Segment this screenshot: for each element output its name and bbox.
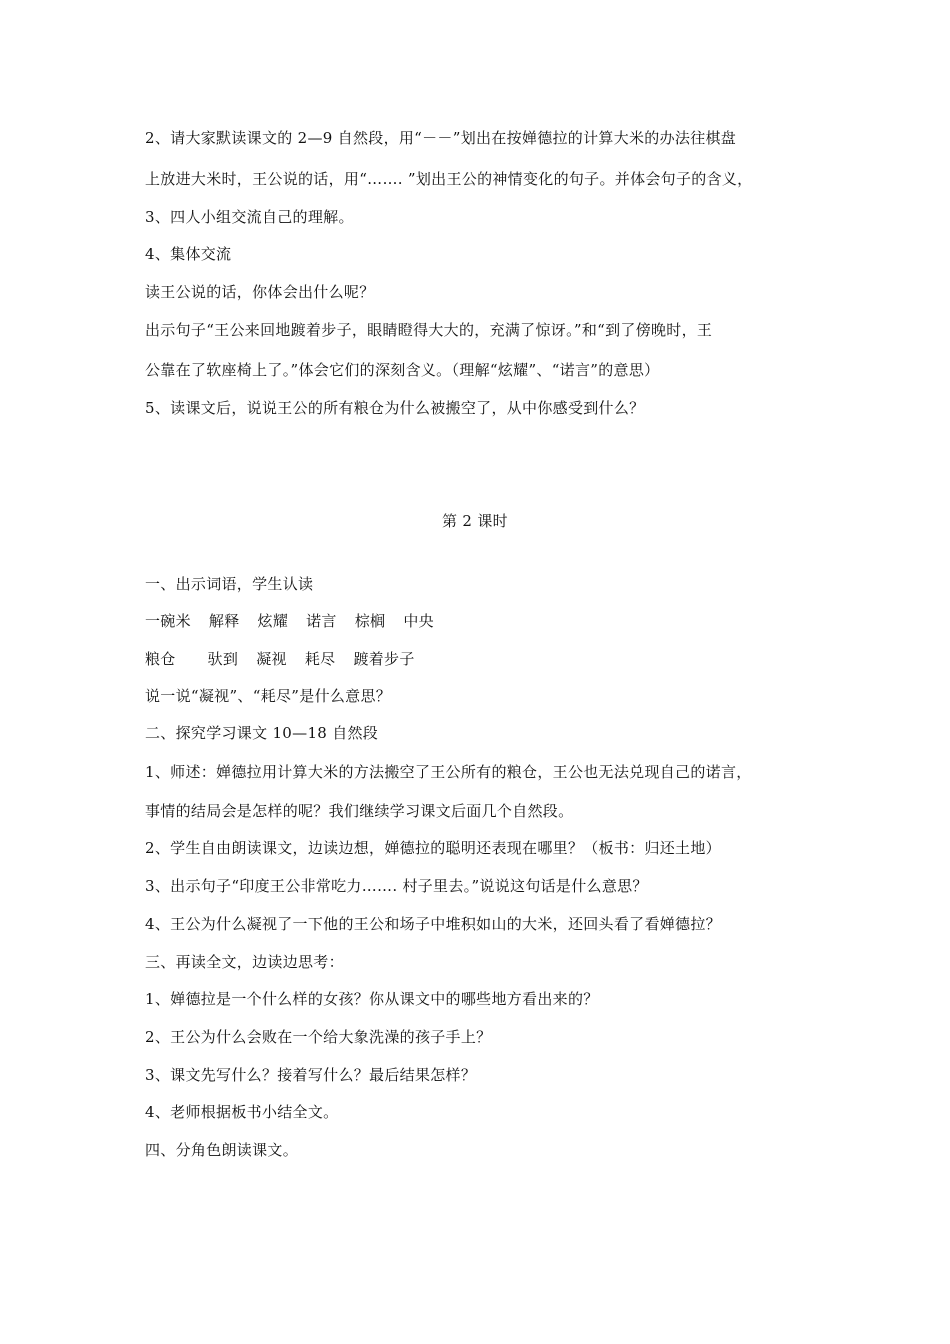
section-heading: 二、探究学习课文 10—18 自然段 [145, 724, 379, 742]
vocab-word: 踱着步子 [353, 650, 415, 668]
vocab-word: 中央 [403, 612, 434, 630]
vocab-word: 凝视 [256, 650, 287, 668]
paragraph-line: 公靠在了软座椅上了。”体会它们的深刻含义。（理解“炫耀”、“诺言”的意思） [145, 361, 660, 379]
vocab-word: 驮到 [207, 650, 239, 668]
vocab-word: 粮仓 [145, 650, 176, 668]
paragraph-line: 1、师述：婵德拉用计算大米的方法搬空了王公所有的粮仓，王公也无法兑现自己的诺言， [145, 763, 752, 781]
paragraph-line: 2、王公为什么会败在一个给大象洗澡的孩子手上？ [145, 1028, 492, 1046]
paragraph-line: 出示句子“王公来回地踱着步子，眼睛瞪得大大的，充满了惊讶。”和“到了傍晚时，王 [145, 321, 713, 339]
paragraph-line: 4、集体交流 [145, 245, 232, 263]
section-heading: 一、出示词语，学生认读 [145, 575, 314, 593]
paragraph-line: 事情的结局会是怎样的呢？我们继续学习课文后面几个自然段。 [145, 802, 574, 820]
vocab-word: 炫耀 [257, 612, 289, 630]
paragraph-line: 说一说“凝视”、“耗尽”是什么意思？ [145, 687, 392, 705]
lesson-title: 第 2 课时 [442, 512, 508, 530]
vocab-word: 耗尽 [304, 650, 336, 668]
paragraph-line: 2、请大家默读课文的 2—9 自然段，用“－－”划出在按婵德拉的计算大米的办法往棋盘 [145, 129, 737, 147]
paragraph-line: 1、婵德拉是一个什么样的女孩？你从课文中的哪些地方看出来的？ [145, 990, 599, 1008]
section-heading: 四、分角色朗读课文。 [145, 1141, 299, 1159]
paragraph-line: 读王公说的话，你体会出什么呢？ [145, 283, 375, 301]
paragraph-line: 2、学生自由朗读课文，边读边想，婵德拉的聪明还表现在哪里？（板书：归还土地） [145, 839, 721, 857]
vocab-word: 一碗米 [145, 612, 191, 630]
vocab-row [145, 649, 433, 669]
vocab-row [145, 611, 452, 631]
paragraph-line: 上放进大米时，王公说的话，用“……. ”划出王公的神情变化的句子。并体会句子的含义， [145, 170, 753, 188]
paragraph-line: 3、课文先写什么？接着写什么？最后结果怎样？ [145, 1066, 477, 1084]
vocab-word: 解释 [208, 612, 240, 630]
paragraph-line: 5、读课文后，说说王公的所有粮仓为什么被搬空了，从中你感受到什么？ [145, 399, 645, 417]
paragraph-line: 4、王公为什么凝视了一下他的王公和场子中堆积如山的大米，还回头看了看婵德拉？ [145, 915, 721, 933]
paragraph-line: 3、四人小组交流自己的理解。 [145, 208, 354, 226]
vocab-word: 棕榈 [354, 612, 386, 630]
paragraph-line: 3、出示句子“印度王公非常吃力……. 村子里去。”说说这句话是什么意思？ [145, 877, 648, 895]
vocab-word: 诺言 [306, 612, 337, 630]
paragraph-line: 4、老师根据板书小结全文。 [145, 1103, 339, 1121]
section-heading: 三、再读全文，边读边思考： [145, 953, 344, 971]
